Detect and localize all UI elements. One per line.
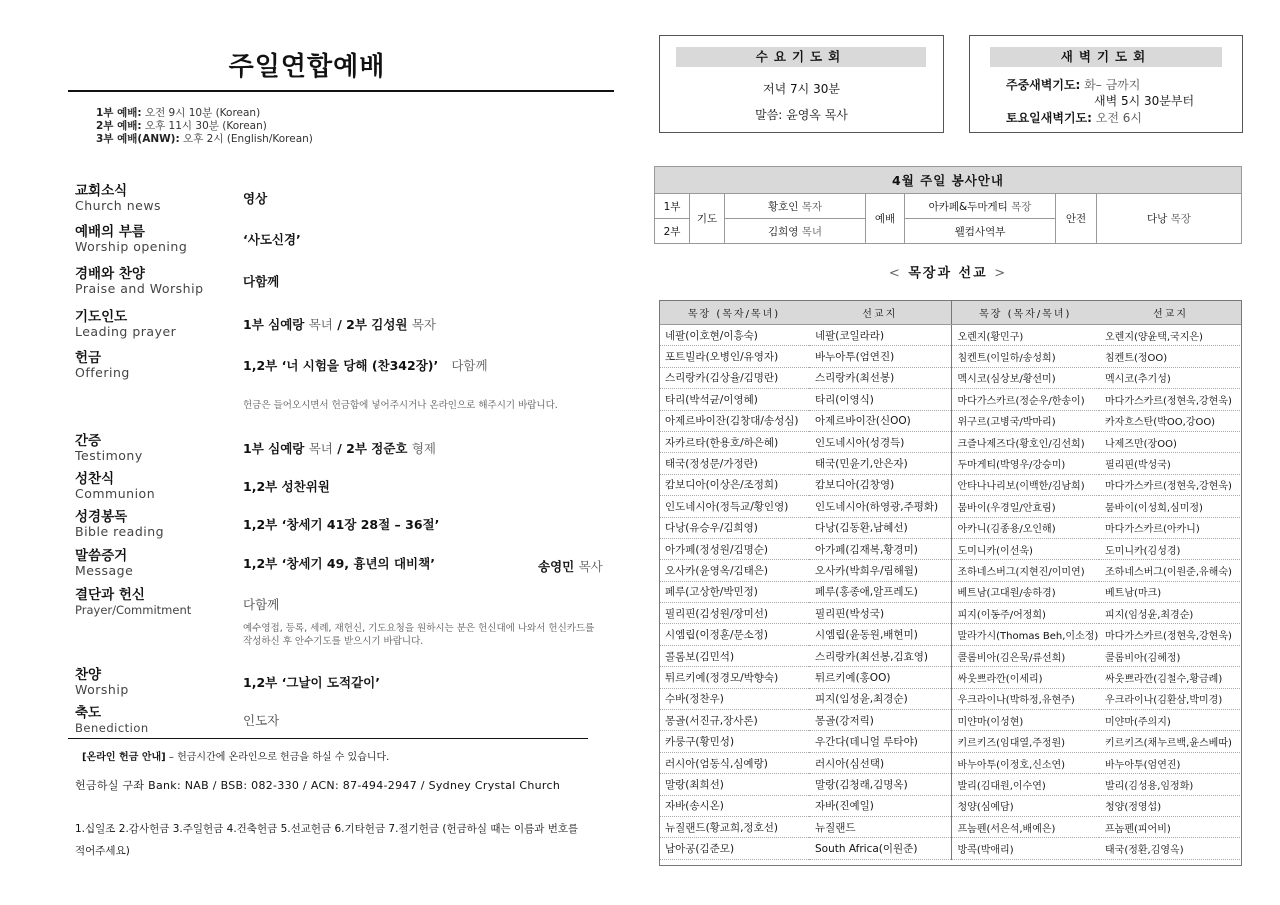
- service-times: [96, 107, 313, 146]
- table-row: [659, 474, 1242, 495]
- mission-cell: 필리핀(박성국): [809, 603, 951, 624]
- mission-cell: 카자흐스탄(박OO,강OO): [1099, 410, 1242, 431]
- table-row: [659, 517, 1242, 538]
- mission-cell: 남아공(김준모): [659, 838, 809, 859]
- mission-cell: 아가페(정성원/김명순): [659, 538, 809, 559]
- mission-cell: 마다가스카르(정현욱,강현욱): [1099, 474, 1242, 495]
- mission-cell: 인도네시아(하영광,주평화): [809, 496, 951, 517]
- mission-cell: 두마게티(박영우/강승미): [951, 453, 1099, 474]
- mission-cell: 방콕(박애리): [951, 838, 1099, 859]
- table-row: 1부 기도 황호인 목자 예배 아카페&두마게티 목장 안전 다낭 목장: [655, 194, 1242, 219]
- mission-cell: 피지(임성윤,최경순): [809, 688, 951, 709]
- mission-cell: 피지(임성윤,최경순): [1099, 603, 1242, 624]
- mission-cell: 멕시코(심상보/황선미): [951, 367, 1099, 388]
- mission-cell: 도미니카(김성경): [1099, 538, 1242, 559]
- mission-cell: 다낭(김동환,남혜선): [809, 517, 951, 538]
- online-offering-heading: [온라인 헌금 안내] – 헌금시간에 온라인으로 헌금을 하실 수 있습니다.: [82, 752, 390, 763]
- table-row: [659, 325, 1242, 346]
- mission-cell: 네팔(이호현/이흥숙): [659, 325, 809, 346]
- message-speaker: 송영민 목사: [538, 559, 603, 574]
- order-leading-prayer: 기도인도 Leading prayer 1부 심예랑 목녀 / 2부 김성원 목자: [75, 309, 437, 339]
- mission-cell: 마다가스카르(정현욱,강현욱): [1099, 624, 1242, 645]
- mission-cell: 타리(박석균/이영혜): [659, 389, 809, 410]
- mission-cell: 타리(이영식): [809, 389, 951, 410]
- mission-cell: 러시아(엄동식,심예랑): [659, 752, 809, 773]
- order-benediction: 축도 Benediction 인도자: [75, 705, 280, 735]
- mission-cell: 도미니카(이선욱): [951, 538, 1099, 559]
- mission-cell: 뉴질랜드: [809, 816, 951, 837]
- mission-cell: 태국(정환,김영옥): [1099, 838, 1242, 859]
- mission-cell: 말랑(최희선): [659, 774, 809, 795]
- mission-header: 선교지: [1099, 300, 1242, 325]
- mission-cell: 인도네시아(정득교/황인영): [659, 496, 809, 517]
- mission-cell: 프놈펜(피어비): [1099, 816, 1242, 837]
- dawn-weekday-time: 새벽 5시 30분부터: [1094, 94, 1195, 108]
- mission-cell: 아제르바이잔(김창대/송성심): [659, 410, 809, 431]
- mission-cell: 뭄바이(이성희,심미정): [1099, 496, 1242, 517]
- mission-header: 목장 (목자/목녀): [951, 300, 1099, 325]
- mission-cell: 오사카(윤영옥/김태은): [659, 560, 809, 581]
- mission-cell: 바누아투(이정호,신소연): [951, 752, 1099, 773]
- mission-cell: 바누아투(엄연진): [1099, 752, 1242, 773]
- order-worship-opening: 예배의 부름 Worship opening ‘사도신경’: [75, 224, 301, 254]
- mission-cell: 멕시코(추기성): [1099, 367, 1242, 388]
- dawn-weekday: 주중새벽기도: 화– 금까지: [1006, 78, 1141, 92]
- mission-cell: 캄보디아(김창영): [809, 474, 951, 495]
- mission-cell: South Africa(이원준): [809, 838, 951, 859]
- mission-cell: 조하네스버그(지현진/이미연): [951, 560, 1099, 581]
- commitment-note: 예수영접, 등록, 세례, 재헌신, 기도요청을 원하시는 분은 헌신대에 나와서 헌신카드를 작성하신 후 안수기도를 받으시기 바랍니다.: [243, 623, 595, 647]
- mission-cell: 시엠립(이정훈/문소정): [659, 624, 809, 645]
- mission-cell: 말라가시(Thomas Beh,이소정): [951, 624, 1099, 645]
- order-communion: 성찬식 Communion 1,2부 성찬위원: [75, 471, 330, 501]
- page-title: 주일연합예배: [228, 52, 386, 82]
- table-row: [659, 710, 1242, 731]
- order-commitment: 결단과 헌신 Prayer/Commitment 다함께: [75, 587, 280, 617]
- online-account: 헌금하실 구좌 Bank: NAB / BSB: 082-330 / ACN: 87-494-2947 / Sydney Crystal Church: [75, 779, 561, 792]
- mission-cell: 자바(진예일): [809, 795, 951, 816]
- mission-cell: 우크라이나(김환삼,박미경): [1099, 688, 1242, 709]
- mission-cell: 스리랑카(최선봉,김효영): [809, 645, 951, 666]
- table-row: 2부 김희영 목녀 웰컴사역부: [655, 219, 1242, 244]
- dawn-prayer-box: [969, 35, 1243, 133]
- mission-cell: 포트빌라(오병인/유영자): [659, 346, 809, 367]
- wednesday-prayer-title: 수요기도회: [676, 47, 926, 67]
- mission-cell: 청양(정영섭): [1099, 795, 1242, 816]
- mission-cell: 청양(심예담): [951, 795, 1099, 816]
- online-divider: [68, 738, 588, 739]
- mission-cell: 싸웃쁘라깐(김철수,황금례): [1099, 667, 1242, 688]
- table-row: [659, 752, 1242, 773]
- mission-cell: 뉴질랜드(황교희,정호선): [659, 816, 809, 837]
- mission-cell: 인도네시아(성경득): [809, 431, 951, 452]
- table-row: [659, 538, 1242, 559]
- mission-cell: 우간다(데니얼 루타야): [809, 731, 951, 752]
- mission-cell: 페루(고상한/박민정): [659, 581, 809, 602]
- dawn-prayer-title: 새벽기도회: [990, 47, 1222, 67]
- mission-cell: 침켄트(정OO): [1099, 346, 1242, 367]
- mission-cell: 베트남(고대원/송하경): [951, 581, 1099, 602]
- mission-cell: 아가페(김재복,황경미): [809, 538, 951, 559]
- mission-cell: 캄보디아(이상은/조정희): [659, 474, 809, 495]
- table-row: [659, 389, 1242, 410]
- table-row: [659, 624, 1242, 645]
- order-worship: 찬양 Worship 1,2부 ‘그날이 도적같이’: [75, 667, 380, 697]
- mission-cell: 오렌지(양윤택,국지은): [1099, 325, 1242, 346]
- offering-types: 1.십일조 2.감사헌금 3.주일헌금 4.건축헌금 5.선교헌금 6.기타헌금 7.절기헌금 (헌금하실 때는 이름과 번호를 적어주세요): [75, 823, 579, 857]
- mission-cell: 몽골(서진규,장사론): [659, 710, 809, 731]
- order-testimony: 간증 Testimony 1부 심예랑 목녀 / 2부 정준호 형제: [75, 433, 437, 463]
- service-time-2: 2부 예배: 오후 11시 30분 (Korean): [96, 120, 267, 132]
- dawn-saturday: 토요일새벽기도: 오전 6시: [1006, 111, 1143, 125]
- mission-cell: 키르키즈(임대열,주정원): [951, 731, 1099, 752]
- table-row: [659, 346, 1242, 367]
- mission-table: [659, 300, 1242, 860]
- mission-cell: 뭄바이(우경일/안효림): [951, 496, 1099, 517]
- mission-cell: 바누아투(엄연진): [809, 346, 951, 367]
- order-message: 말씀증거 Message 1,2부 ‘창세기 49, 흉년의 대비책’: [75, 548, 435, 578]
- mission-cell: 프놈펜(서은석,배예은): [951, 816, 1099, 837]
- mission-cell: 침켄트(이일하/송성희): [951, 346, 1099, 367]
- mission-cell: 키르키즈(채누르백,윤스베따): [1099, 731, 1242, 752]
- wednesday-prayer-box: [659, 35, 944, 133]
- mission-cell: 발리(김성용,임정화): [1099, 774, 1242, 795]
- mission-cell: 조하네스버그(이원준,유해숙): [1099, 560, 1242, 581]
- title-divider: [68, 90, 614, 92]
- offering-note: 헌금은 들어오시면서 헌금함에 넣어주시거나 온라인으로 해주시기 바랍니다.: [243, 400, 558, 411]
- mission-cell: 말랑(김청래,김명옥): [809, 774, 951, 795]
- order-bible-reading: 성경봉독 Bible reading 1,2부 ‘창세기 41장 28절 – 36절’: [75, 509, 440, 539]
- mission-cell: 오렌지(황민구): [951, 325, 1099, 346]
- mission-cell: 아카니(김종용/오인해): [951, 517, 1099, 538]
- mission-cell: 태국(민윤기,안은자): [809, 453, 951, 474]
- mission-cell: 시엠립(윤동원,배현미): [809, 624, 951, 645]
- table-row: [659, 645, 1242, 666]
- mission-cell: 위구르(고병국/박마리): [951, 410, 1099, 431]
- order-praise: 경배와 찬양 Praise and Worship 다함께: [75, 266, 280, 296]
- table-row: [659, 731, 1242, 752]
- mission-cell: 크즐나제즈다(황호인/김선희): [951, 431, 1099, 452]
- mission-cell: 다낭(유승우/김희영): [659, 517, 809, 538]
- service-time-1: 1부 예배: 오전 9시 10분 (Korean): [96, 107, 261, 119]
- mission-cell: 몽골(강저릭): [809, 710, 951, 731]
- mission-cell: 안타나나리보(이백한/김남희): [951, 474, 1099, 495]
- mission-cell: 아제르바이잔(신OO): [809, 410, 951, 431]
- wednesday-speaker: 말씀: 윤영옥 목사: [755, 108, 848, 122]
- wednesday-time: 저녁 7시 30분: [763, 82, 840, 96]
- mission-cell: 마다가스카르(아카니): [1099, 517, 1242, 538]
- mission-cell: 오사카(박희우/림해월): [809, 560, 951, 581]
- table-row: [659, 816, 1242, 837]
- table-row: [659, 581, 1242, 602]
- table-row: [659, 453, 1242, 474]
- mission-cell: 우크라이나(박하정,유현주): [951, 688, 1099, 709]
- mission-cell: 싸웃쁘라깐(이세리): [951, 667, 1099, 688]
- mission-cell: 자바(송시온): [659, 795, 809, 816]
- order-church-news: 교회소식 Church news 영상: [75, 183, 268, 213]
- mission-cell: 스리랑카(최선봉): [809, 367, 951, 388]
- service-time-3: 3부 예배(ANW): 오후 2시 (English/Korean): [96, 133, 313, 145]
- table-row: [659, 774, 1242, 795]
- mission-cell: 피지(이동주/어정희): [951, 603, 1099, 624]
- mission-cell: 태국(정성문/가정란): [659, 453, 809, 474]
- service-duty-table: [654, 166, 1242, 244]
- mission-cell: 마다가스카르(정현욱,강현욱): [1099, 389, 1242, 410]
- mission-cell: 네팔(코일라라): [809, 325, 951, 346]
- table-row: [659, 838, 1242, 859]
- table-row: [659, 795, 1242, 816]
- table-row: [659, 603, 1242, 624]
- mission-cell: 나제즈만(장OO): [1099, 431, 1242, 452]
- mission-cell: 필리핀(김성원/장미선): [659, 603, 809, 624]
- mission-cell: 콜롬비아(김혜정): [1099, 645, 1242, 666]
- table-row: [659, 367, 1242, 388]
- mission-cell: 러시아(심선택): [809, 752, 951, 773]
- mission-header: 목장 (목자/목녀): [659, 300, 809, 325]
- table-row: [659, 667, 1242, 688]
- mission-cell: 베트남(마크): [1099, 581, 1242, 602]
- mission-cell: 스리랑카(김상율/김명란): [659, 367, 809, 388]
- table-row: [659, 496, 1242, 517]
- mission-cell: 튀르키예(정경모/박향숙): [659, 667, 809, 688]
- service-duty-title: 4월 주일 봉사안내: [655, 167, 1242, 194]
- mission-cell: 콜롬보(김민석): [659, 645, 809, 666]
- mission-cell: 자카르타(한용호/하은혜): [659, 431, 809, 452]
- mission-cell: 미얀마(이성현): [951, 710, 1099, 731]
- table-row: [659, 560, 1242, 581]
- mission-cell: 발리(김대원,이수연): [951, 774, 1099, 795]
- mission-cell: 페루(홍종애,알프레도): [809, 581, 951, 602]
- mission-cell: 필리핀(박성국): [1099, 453, 1242, 474]
- mission-cell: 튀르키예(홍OO): [809, 667, 951, 688]
- table-row: [659, 410, 1242, 431]
- mission-cell: 마다가스카르(정순우/한송이): [951, 389, 1099, 410]
- mission-cell: 콜롬비아(김은묵/류선희): [951, 645, 1099, 666]
- table-row: [659, 431, 1242, 452]
- mission-header: 선교지: [809, 300, 951, 325]
- mission-cell: 미얀마(주의지): [1099, 710, 1242, 731]
- table-row: [659, 688, 1242, 709]
- mission-cell: 수바(정찬우): [659, 688, 809, 709]
- mission-section-title: < 목장과 선교 >: [888, 266, 1008, 281]
- mission-cell: 카룽구(황민성): [659, 731, 809, 752]
- order-offering: 헌금 Offering 1,2부 ‘너 시험을 당해 (찬342장)’ 다함께: [75, 350, 488, 380]
